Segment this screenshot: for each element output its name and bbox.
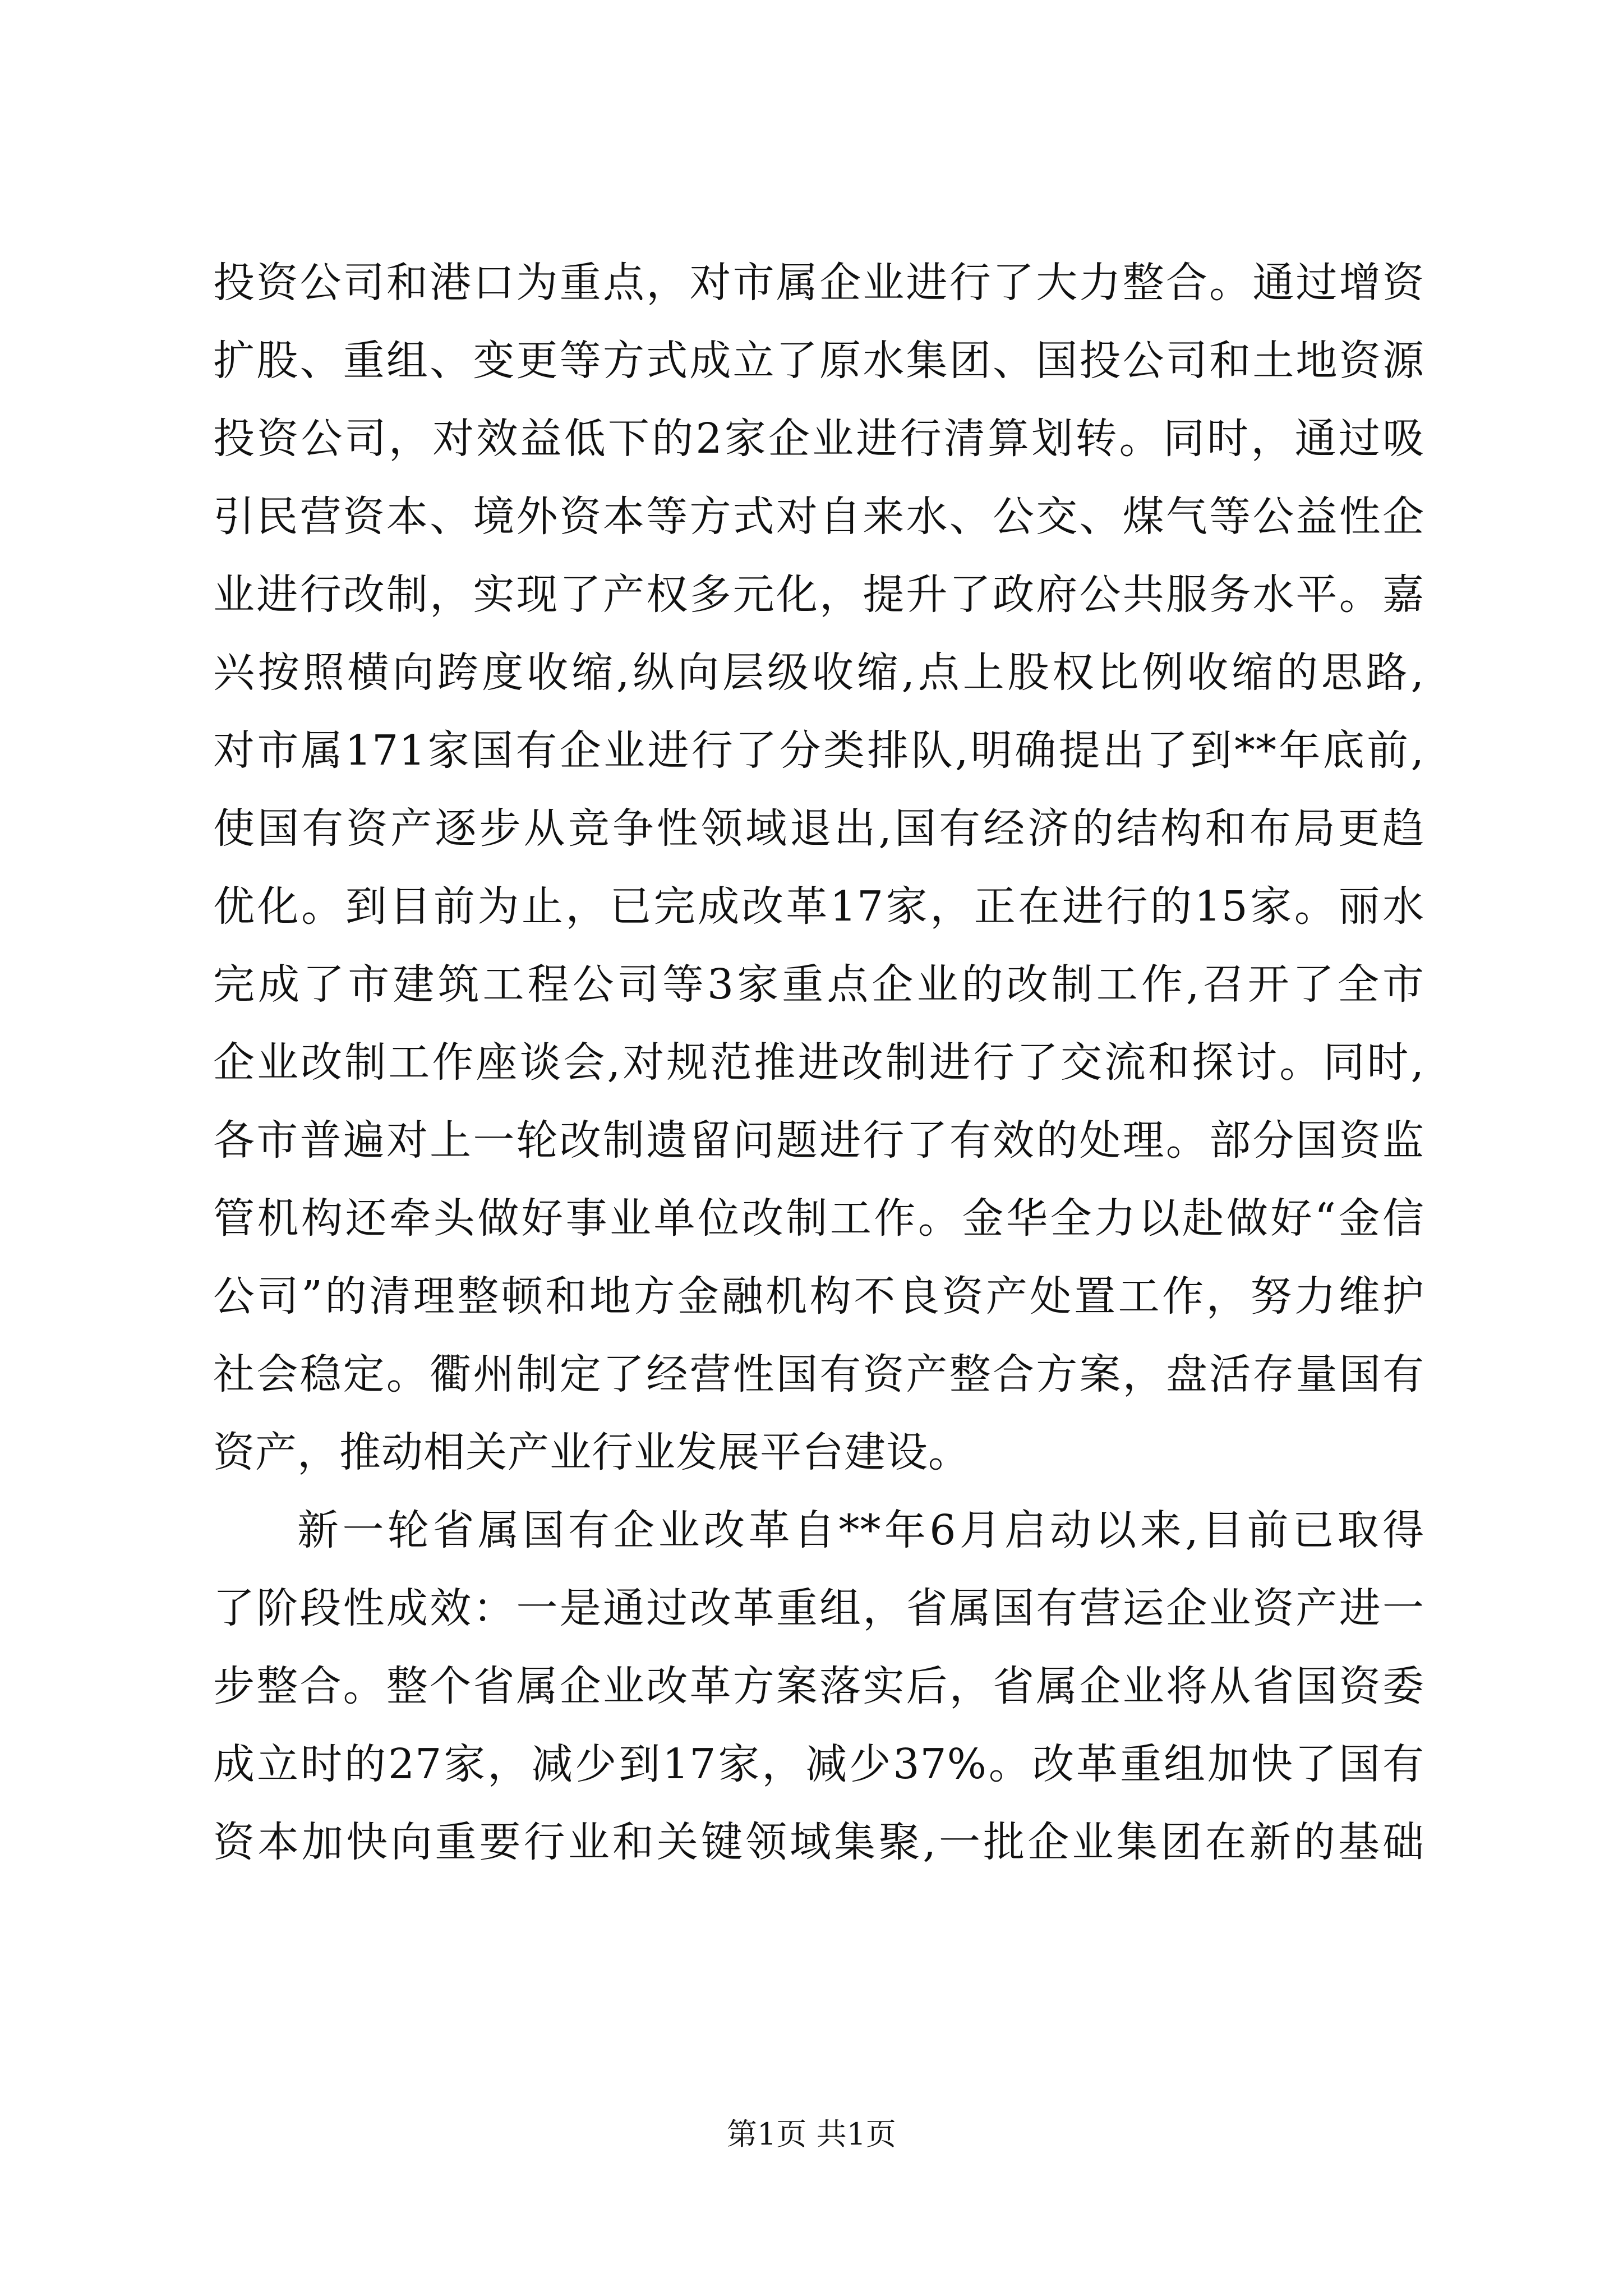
text-line: 管机构还牵头做好事业单位改制工作。金华全力以赴做好“金信 xyxy=(213,1194,1424,1243)
text-line: 步整合。整个省属企业改革方案落实后，省属企业将从省国资委 xyxy=(213,1662,1424,1710)
text-line: 投资公司和港口为重点，对市属企业进行了大力整合。通过增资 xyxy=(213,259,1424,307)
text-line: 公司”的清理整顿和地方金融机构不良资产处置工作，努力维护 xyxy=(213,1272,1424,1320)
text-line: 优化。到目前为止，已完成改革17家，正在进行的15家。丽水 xyxy=(213,882,1424,931)
text-line: 引民营资本、境外资本等方式对自来水、公交、煤气等公益性企 xyxy=(213,493,1424,541)
text-line: 成立时的27家，减少到17家，减少37%。改革重组加快了国有 xyxy=(213,1740,1424,1788)
text-line: 对市属171家国有企业进行了分类排队,明确提出了到**年底前, xyxy=(213,726,1424,775)
page-number-footer: 第1页 共1页 xyxy=(727,2116,896,2152)
paragraph-start-line: 新一轮省属国有企业改革自**年6月启动以来,目前已取得 xyxy=(297,1506,1424,1554)
paragraph-end-line: 资产，推动相关产业行业发展平台建设。 xyxy=(213,1428,970,1476)
text-line: 兴按照横向跨度收缩,纵向层级收缩,点上股权比例收缩的思路, xyxy=(213,648,1424,697)
text-line: 使国有资产逐步从竞争性领域退出,国有经济的结构和布局更趋 xyxy=(213,804,1424,853)
document-body xyxy=(213,244,1424,1881)
text-line: 了阶段性成效：一是通过改革重组，省属国有营运企业资产进一 xyxy=(213,1584,1424,1632)
text-line: 社会稳定。衢州制定了经营性国有资产整合方案，盘活存量国有 xyxy=(213,1350,1424,1398)
text-line: 完成了市建筑工程公司等3家重点企业的改制工作,召开了全市 xyxy=(213,960,1424,1009)
text-line: 投资公司，对效益低下的2家企业进行清算划转。同时，通过吸 xyxy=(213,415,1424,463)
text-line: 扩股、重组、变更等方式成立了原水集团、国投公司和土地资源 xyxy=(213,337,1424,385)
text-line: 企业改制工作座谈会,对规范推进改制进行了交流和探讨。同时, xyxy=(213,1038,1424,1087)
text-line: 各市普遍对上一轮改制遗留问题进行了有效的处理。部分国资监 xyxy=(213,1116,1424,1165)
text-line: 业进行改制，实现了产权多元化，提升了政府公共服务水平。嘉 xyxy=(213,570,1424,619)
text-line: 资本加快向重要行业和关键领域集聚,一批企业集团在新的基础 xyxy=(213,1818,1424,1866)
